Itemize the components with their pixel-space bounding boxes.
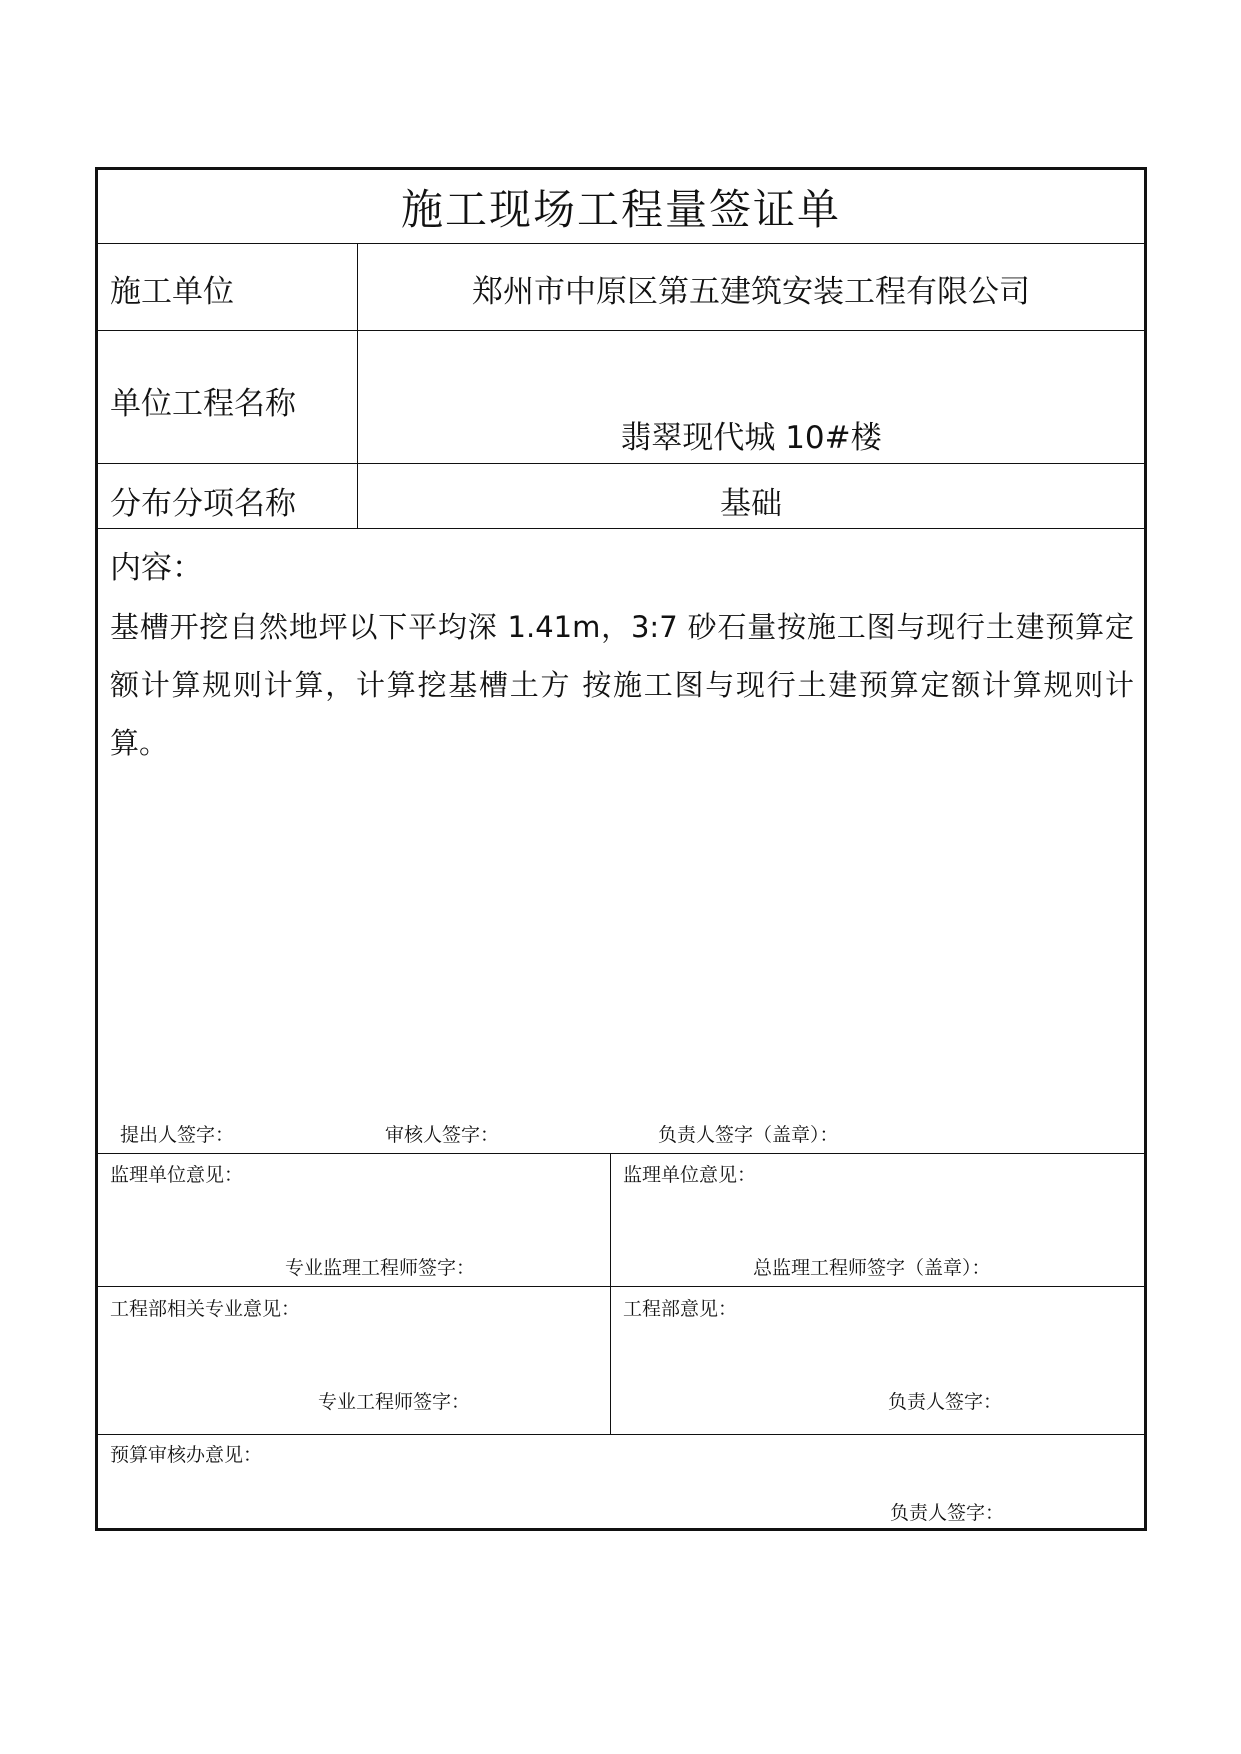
supervision-right-heading: 监理单位意见： <box>623 1164 757 1186</box>
supervision-engineer-signature-label: 专业监理工程师签字： <box>285 1257 476 1279</box>
divider <box>98 528 1144 529</box>
engineering-responsible-signature-label: 负责人签字： <box>888 1391 1003 1413</box>
section-name-value: 基础 <box>720 486 782 522</box>
column-divider <box>610 1153 611 1434</box>
budget-responsible-signature-label: 负责人签字： <box>890 1502 1005 1524</box>
budget-review-heading: 预算审核办意见： <box>110 1444 263 1466</box>
reviewer-signature-label: 审核人签字： <box>385 1124 500 1146</box>
project-name-value: 翡翠现代城 10#楼 <box>620 420 882 456</box>
project-name-label: 单位工程名称 <box>110 386 296 422</box>
construction-unit-label: 施工单位 <box>110 274 234 310</box>
divider <box>98 463 1144 464</box>
content-body: 基槽开挖自然地坪以下平均深 1.41m，3:7 砂石量按施工图与现行土建预算定额计算规则计算，计算挖基槽土方 按施工图与现行土建预算定额计算规则计算。 <box>110 610 1134 760</box>
divider <box>98 1286 1144 1287</box>
divider <box>98 1434 1144 1435</box>
engineering-left-heading: 工程部相关专业意见： <box>110 1298 301 1320</box>
divider <box>98 1153 1144 1154</box>
visa-form-table <box>95 167 1147 1531</box>
specialist-engineer-signature-label: 专业工程师签字： <box>318 1391 471 1413</box>
divider <box>98 243 1144 244</box>
divider <box>98 330 1144 331</box>
chief-supervision-engineer-signature-label: 总监理工程师签字（盖章）： <box>753 1257 991 1279</box>
section-name-label: 分布分项名称 <box>110 486 296 522</box>
column-divider <box>357 243 358 528</box>
responsible-seal-signature-label: 负责人签字（盖章）： <box>658 1124 839 1146</box>
engineering-right-heading: 工程部意见： <box>623 1298 738 1320</box>
supervision-left-heading: 监理单位意见： <box>110 1164 244 1186</box>
proposer-signature-label: 提出人签字： <box>120 1124 235 1146</box>
construction-unit-value: 郑州市中原区第五建筑安装工程有限公司 <box>472 274 1030 310</box>
form-title: 施工现场工程量签证单 <box>400 184 841 234</box>
content-heading: 内容： <box>110 550 203 586</box>
